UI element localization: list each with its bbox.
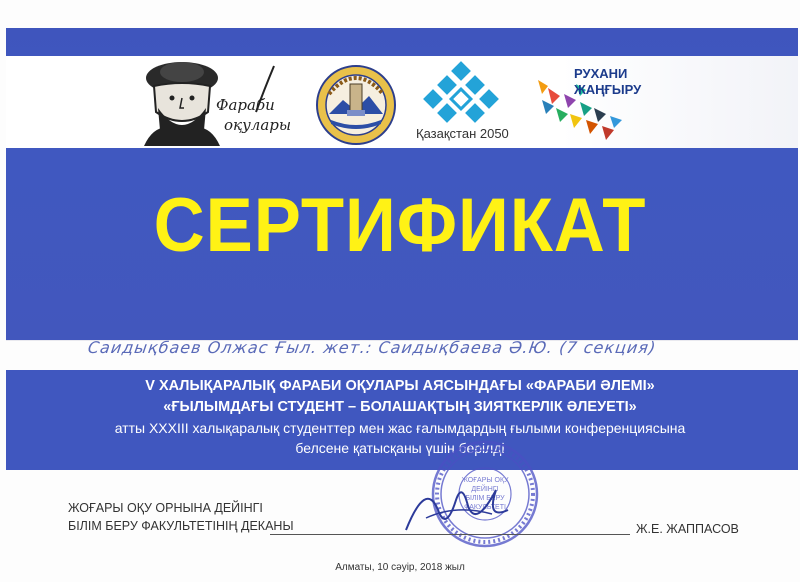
kazakhstan-2050-logo xyxy=(414,60,514,146)
body-line-2: «ҒЫЛЫМДАҒЫ СТУДЕНТ – БОЛАШАҚТЫҢ ЗИЯТКЕРЛІК ӘЛЕУЕТІ» xyxy=(163,399,637,415)
rukhani-text-1: РУХАНИ xyxy=(574,66,628,81)
dean-title-line-2: БІЛІМ БЕРУ ФАКУЛЬТЕТІНІҢ ДЕКАНЫ xyxy=(68,519,294,533)
rukhani-zhangyru-logo xyxy=(530,56,660,146)
university-seal-logo xyxy=(315,64,397,146)
signature-line xyxy=(270,534,630,535)
stamp-line-2: ДЕЙІНГІ xyxy=(471,486,499,493)
body-line-1: V ХАЛЫҚАРАЛЫҚ ФАРАБИ ОҚУЛАРЫ АЯСЫНДАҒЫ «ФАРАБИ ӘЛЕМІ» xyxy=(145,378,655,394)
farabi-logo-text-2: оқулары xyxy=(224,116,292,134)
body-line-3: атты XXXIII халықаралық студенттер мен жас ғалымдардың ғылыми конференциясына xyxy=(114,420,686,436)
dean-signature xyxy=(396,470,516,540)
stamp-line-4: ФАКУЛЬТЕТІ xyxy=(464,504,506,511)
kazakhstan-caption: Қазақстан 2050 xyxy=(416,126,509,141)
stamp-line-1: ЖОҒАРЫ ОҚУ xyxy=(461,477,509,484)
farabi-portrait-logo xyxy=(124,60,294,146)
dean-title-line-1: ЖОҒАРЫ ОҚУ ОРНЫНА ДЕЙІНГІ xyxy=(68,501,263,515)
certificate-title: СЕРТИФИКАТ xyxy=(153,183,647,268)
rukhani-text-2: ЖАҢҒЫРУ xyxy=(574,82,642,97)
farabi-logo-text-1: Фараби xyxy=(216,96,275,114)
recipient-handwritten: Саидықбаев Олжас Ғыл. жет.: Саидықбаева Ә.Ю. (7 секция) xyxy=(86,338,658,357)
dean-name: Ж.Е. ЖАППАСОВ xyxy=(636,522,739,536)
body-line-4: белсене қатысқаны үшін берілді xyxy=(295,440,505,456)
logo-strip xyxy=(6,56,798,148)
place-date: Алматы, 10 сәуір, 2018 жыл xyxy=(335,562,465,573)
stamp-line-3: БІЛІМ БЕРУ xyxy=(465,495,505,502)
